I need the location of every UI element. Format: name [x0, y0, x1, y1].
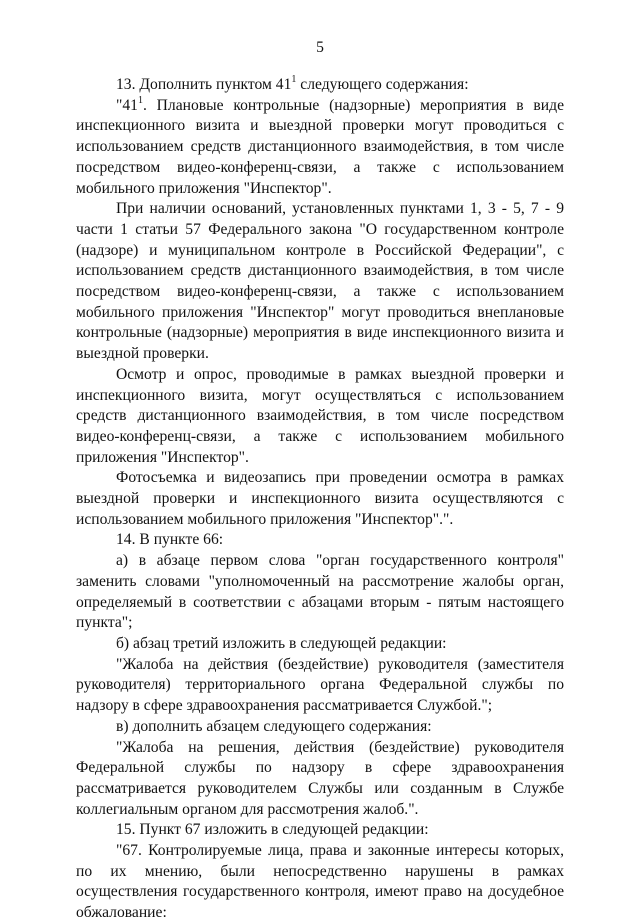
document-body	[76, 73, 568, 924]
paragraph-unplanned-inspections: При наличии оснований, установленных пунктами 1, 3 - 5, 7 - 9 части 1 статьи 57 Федерального закона "О государственном контроле (надзоре) и муниципальном контроле в Российской Федерации", с использованием средств дистанционного взаимодействия, в том числе посредством видео-конференц-связи, а также с использованием мобильного приложения "Инспектор" могут проводиться внеплановые контрольные (надзорные) мероприятия в виде инспекционного визита и выездной проверки.	[76, 200, 564, 363]
page-number: 5	[316, 39, 324, 56]
paragraph-inspection-and-survey: Осмотр и опрос, проводимые в рамках выездной проверки и инспекционного визита, могут осуществляться с использованием средств дистанционного взаимодействия, в том числе посредством видео-конференц-связи, а также с использованием мобильного приложения "Инспектор".	[76, 365, 564, 466]
paragraph-complaint-head: "Жалоба на решения, действия (бездействие) руководителя Федеральной службы по надзору в сфере здравоохранения рассматривается руководителем Службы или созданным в Службе коллегиальным органом для рассмотрения жалоб.".	[76, 738, 564, 818]
paragraph-item-15: 15. Пункт 67 изложить в следующей редакции:	[116, 821, 429, 839]
paragraph-clause-41-1: "$41^1$. Плановые контрольные (надзорные) мероприятия в виде инспекционного визита и выездной проверки могут проводиться с использованием средств дистанционного взаимодействия, в том числе посредством видео-конференц-связи, а также с использованием мобильного приложения "Инспектор".	[76, 94, 568, 197]
paragraph-subitem-a: а) в абзаце первом слова "орган государственного контроля" заменить словами "уполномоченный на рассмотрение жалобы орган, определяемый в соответствии с абзацами вторым - пятым настоящего пункта";	[76, 552, 564, 632]
paragraph-subitem-v: в) дополнить абзацем следующего содержания:	[116, 717, 432, 735]
paragraph-complaint-territorial: "Жалоба на действия (бездействие) руководителя (заместителя руководителя) территориального органа Федеральной службы по надзору в сфере здравоохранения рассматривается Службой.";	[76, 655, 564, 715]
paragraph-item-13: 13. Дополнить пунктом $41^1$ следующего содержания:	[116, 73, 469, 93]
paragraph-subitem-b: б) абзац третий изложить в следующей редакции:	[116, 634, 447, 652]
paragraph-photo-video: Фотосъемка и видеозапись при проведении осмотра в рамках выездной проверки и инспекционного визита осуществляются с использованием мобильного приложения "Инспектор".".	[76, 469, 564, 528]
paragraph-clause-67: "67. Контролируемые лица, права и законные интересы которых, по их мнению, были непосредственно нарушены в рамках осуществления государственного контроля, имеют право на досудебное обжалование:	[76, 842, 564, 922]
paragraph-item-14: 14. В пункте 66:	[116, 531, 224, 549]
